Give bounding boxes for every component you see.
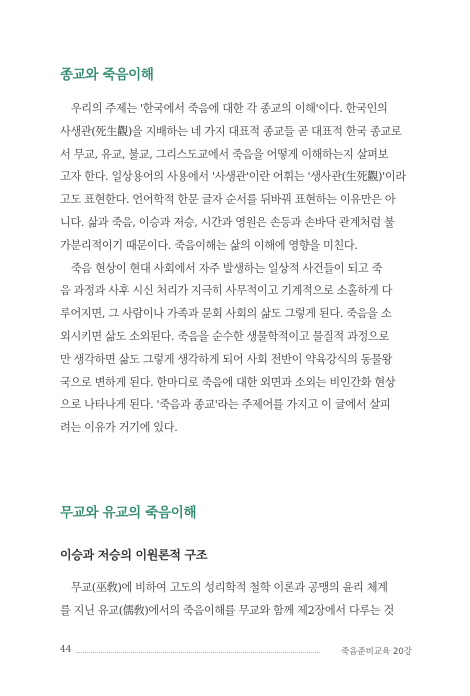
body-line: 국으로 변하게 된다. 한마디로 죽음에 대한 외면과 소외는 비인간화 현상 [60, 375, 396, 389]
body-line: 음 과정과 사후 시신 처리가 지극히 사무적이고 기계적으로 소홀하게 다 [60, 284, 393, 298]
body-line: 려는 이유가 거기에 있다. [60, 421, 178, 435]
body-line: 사생관(死生觀)을 지배하는 네 가지 대표적 종교들 곧 대표적 한국 종교로 [60, 124, 402, 138]
body-line: 를 지닌 유교(儒敎)에서의 죽음이해를 무교와 함께 제2장에서 다루는 것 [60, 603, 395, 617]
body-line: 가분리적이기 때문이다. 죽음이해는 삶의 이해에 영향을 미친다. [60, 238, 358, 252]
subsection-heading: 이승과 저승의 이원론적 구조 [60, 548, 208, 562]
section-1-body [60, 98, 412, 440]
section-heading-religion-and-death: 종교와 죽음이해 [60, 67, 154, 83]
footer-dotted-rule [76, 652, 320, 653]
body-line: 으로 나타나게 된다. '죽음과 종교'라는 주제어를 가지고 이 글에서 살피 [60, 398, 391, 412]
running-book-title: 죽음준비교육 20강 [341, 647, 412, 657]
body-line: 고자 한다. 일상용어의 사용에서 '사생관'이란 어휘는 '생사관(生死觀)'이라 [60, 170, 406, 184]
section-2-body [60, 577, 412, 623]
body-line: 루어지면, 그 사람이나 가족과 문회 사회의 삶도 그렇게 된다. 죽음을 소 [60, 307, 392, 321]
body-line: 무교(巫敎)에 비하여 고도의 성리학적 철학 이론과 공맹의 윤리 체계 [60, 581, 388, 594]
body-line: 고도 표현한다. 언어학적 한문 글자 순서를 뒤바꿔 표현하는 이유만은 아 [60, 193, 396, 207]
body-line: 우리의 주제는 '한국에서 죽음에 대한 각 종교의 이해'이다. 한국인의 [60, 102, 388, 115]
body-line: 서 무교, 유교, 불교, 그리스도교에서 죽음을 어떻게 이해하는지 살펴보 [60, 147, 389, 161]
section-heading-shamanism-confucianism: 무교와 유교의 죽음이해 [60, 505, 197, 521]
body-line: 만 생각하면 삶도 그렇게 생각하게 되어 사회 전반이 약육강식의 동물왕 [60, 352, 393, 366]
body-line: 니다. 삶과 죽음, 이승과 저승, 시간과 영원은 손등과 손바닥 관계처럼 불 [60, 215, 395, 229]
page-footer [60, 645, 412, 659]
body-line: 외시키면 삶도 소외된다. 죽음을 순수한 생물학적이고 물질적 과정으로 [60, 329, 389, 343]
page-number: 44 [60, 645, 72, 655]
body-line: 죽음 현상이 현대 사회에서 자주 발생하는 일상적 사건들이 되고 죽 [60, 261, 383, 275]
